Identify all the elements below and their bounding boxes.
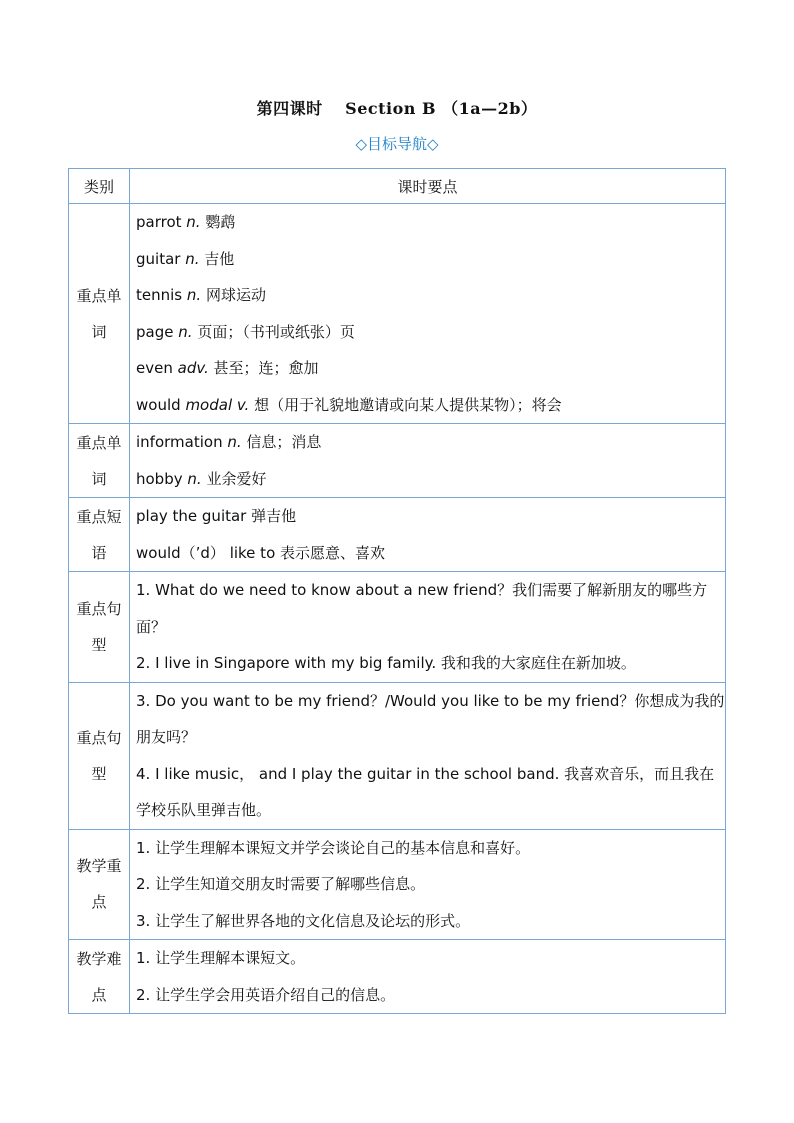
phrase-line: play the guitar 弹吉他 [136, 507, 297, 525]
phrase-line: would（’d） like to 表示愿意、喜欢 [136, 543, 386, 562]
table-row [69, 940, 726, 1014]
sentence-line: 3. Do you want to be my friend？/Would you like to be my friend？你想成为我的朋友吗？ [136, 691, 725, 746]
vocab-line: guitar n. 吉他 [136, 249, 235, 268]
row-content [130, 572, 726, 683]
row-category: 重点短语 [69, 498, 130, 572]
row-content [130, 204, 726, 424]
table-row [69, 498, 726, 572]
sentence-line: 1. What do we need to know about a new friend？我们需要了解新朋友的哪些方面？ [136, 581, 708, 636]
lesson-points-table [68, 168, 726, 1014]
table-row [69, 682, 726, 829]
table-row [69, 572, 726, 683]
row-category: 重点句型 [69, 572, 130, 683]
row-content [130, 498, 726, 572]
row-category: 重点单词 [69, 204, 130, 424]
row-content [130, 424, 726, 498]
section-subtitle: ◇目标导航◇ [355, 135, 439, 153]
difficulty-line: 2. 让学生学会用英语介绍自己的信息。 [136, 985, 396, 1004]
vocab-line: page n. 页面；（书刊或纸张）页 [136, 322, 355, 341]
sentence-line: 4. I like music， and I play the guitar in the school band. 我喜欢音乐，而且我在学校乐队里弹吉他。 [136, 764, 715, 819]
row-category: 教学难点 [69, 940, 130, 1014]
vocab-line: parrot n. 鹦鹉 [136, 213, 236, 231]
vocab-line: information n. 信息；消息 [136, 433, 322, 451]
table-row [69, 424, 726, 498]
vocab-line: hobby n. 业余爱好 [136, 469, 267, 488]
vocab-line: even adv. 甚至；连；愈加 [136, 359, 319, 377]
row-category: 教学重点 [69, 829, 130, 940]
focus-line: 2. 让学生知道交朋友时需要了解哪些信息。 [136, 875, 426, 893]
vocab-line: would modal v. 想（用于礼貌地邀请或向某人提供某物）；将会 [136, 395, 562, 414]
page-title: 第四课时 Section B （1a—2b） [256, 99, 538, 118]
row-content [130, 829, 726, 940]
focus-line: 1. 让学生理解本课短文并学会谈论自己的基本信息和喜好。 [136, 838, 531, 857]
row-category: 重点句型 [69, 682, 130, 829]
table-row [69, 204, 726, 424]
focus-line: 3. 让学生了解世界各地的文化信息及论坛的形式。 [136, 911, 471, 930]
vocab-line: tennis n. 网球运动 [136, 286, 266, 304]
header-category: 类别 [69, 169, 130, 204]
row-content [130, 682, 726, 829]
table-header-row [69, 169, 726, 204]
sentence-line: 2. I live in Singapore with my big family. 我和我的大家庭住在新加坡。 [136, 654, 636, 672]
header-content: 课时要点 [130, 169, 726, 204]
difficulty-line: 1. 让学生理解本课短文。 [136, 949, 306, 967]
row-content [130, 940, 726, 1014]
table-row [69, 829, 726, 940]
row-category: 重点单词 [69, 424, 130, 498]
